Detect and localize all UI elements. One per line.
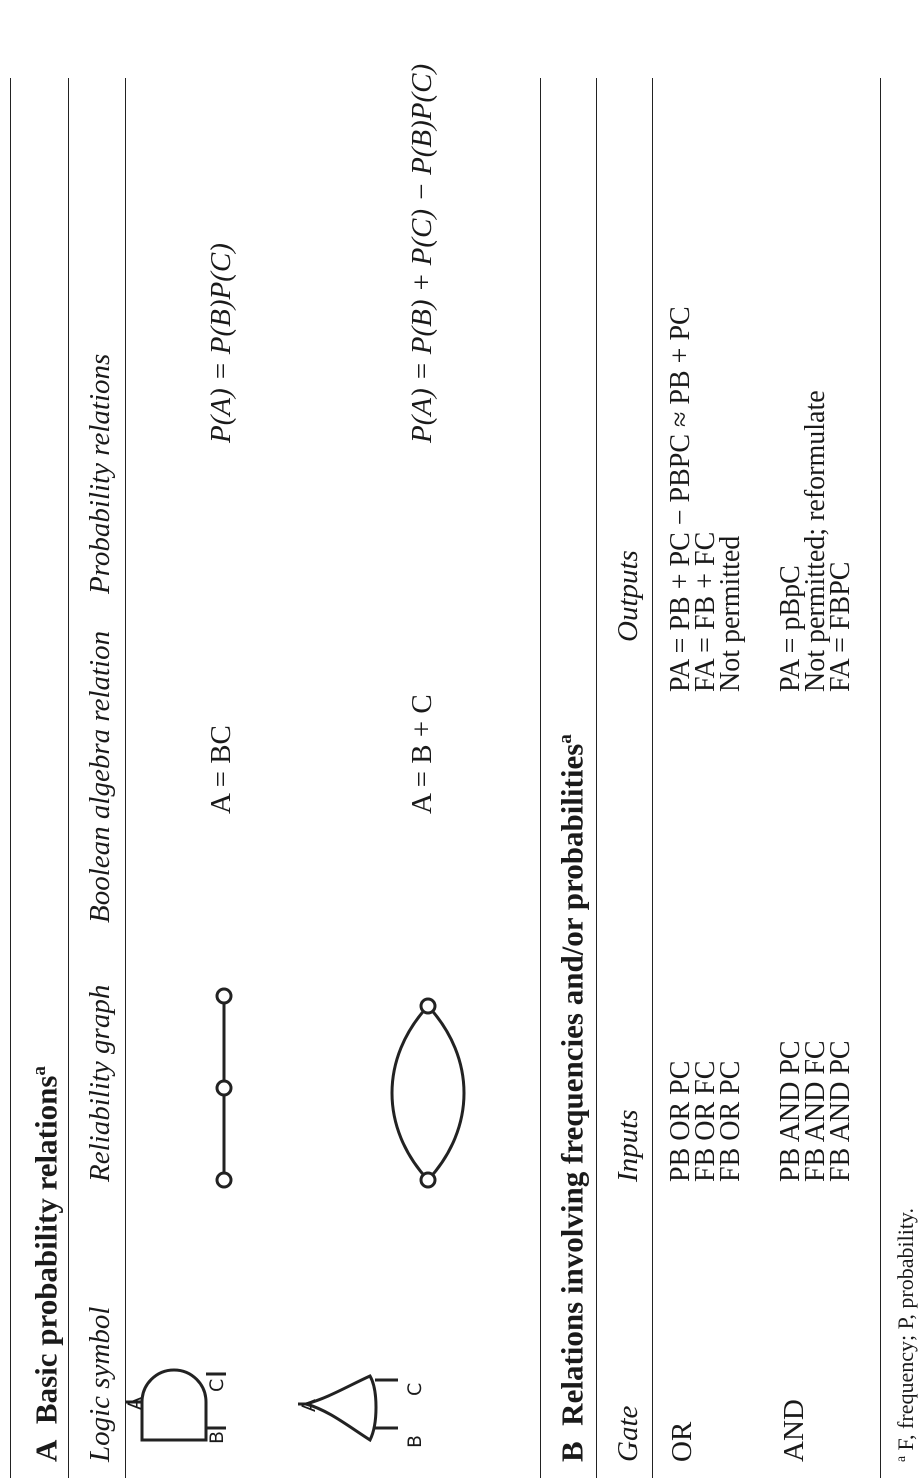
section-b-heading bbox=[556, 734, 588, 1462]
and-gate-input-c-label: C bbox=[206, 1378, 228, 1392]
section-b-title: Relations involving frequencies and/or probabilities bbox=[554, 743, 590, 1426]
col-logic-symbol: Logic symbol bbox=[84, 1306, 116, 1462]
or-output-line: Not permitted bbox=[715, 535, 746, 692]
and-gate-input-b-label: B bbox=[206, 1430, 228, 1444]
top-rule bbox=[10, 78, 11, 1478]
and-probability-relation: P(A) = P(B)P(C) bbox=[205, 243, 237, 443]
or-boolean-relation: A = B + C bbox=[406, 694, 438, 814]
col-reliability-graph: Reliability graph bbox=[84, 984, 116, 1182]
section-a-rule bbox=[68, 78, 69, 1478]
header-rule-a bbox=[125, 78, 126, 1478]
section-a-heading bbox=[30, 1066, 62, 1462]
section-b-footnote-mark: a bbox=[555, 734, 576, 744]
or-input-line: FB OR PC bbox=[715, 1060, 746, 1182]
and-input-line: FB AND FC bbox=[800, 1040, 831, 1182]
or-gate-input-c-label: C bbox=[404, 1382, 426, 1396]
or-gate-label: OR bbox=[666, 1421, 698, 1462]
or-output-line: FA = FB + FC bbox=[690, 531, 721, 692]
or-output-line: PA = PB + PC − PBPC ≈ PB + PC bbox=[665, 306, 696, 692]
or-probability-relation: P(A) = P(B) + P(C) − P(B)P(C) bbox=[406, 63, 438, 443]
or-input-line: PB OR PC bbox=[665, 1060, 696, 1182]
and-gate-label: AND bbox=[778, 1399, 810, 1462]
or-outputs bbox=[665, 306, 746, 692]
bottom-rule bbox=[880, 78, 881, 1478]
and-output-line: FA = FBPC bbox=[825, 561, 856, 692]
and-output-line: PA = pBpC bbox=[775, 565, 806, 692]
and-input-line: PB AND PC bbox=[775, 1040, 806, 1182]
and-inputs bbox=[775, 1040, 856, 1182]
and-boolean-relation: A = BC bbox=[205, 725, 237, 814]
and-input-line: FB AND PC bbox=[825, 1040, 856, 1182]
or-gate-input-b-label: B bbox=[404, 1434, 426, 1448]
col-inputs: Inputs bbox=[612, 1109, 644, 1182]
footnote-text: F, frequency; P, probability. bbox=[893, 1207, 919, 1451]
header-rule-b bbox=[652, 78, 653, 1478]
and-gate-output-label: A bbox=[124, 1397, 146, 1410]
series-reliability-graph-icon bbox=[200, 948, 240, 1188]
section-a-letter: A bbox=[28, 1439, 64, 1462]
and-outputs bbox=[775, 390, 856, 692]
parallel-reliability-graph-icon bbox=[370, 948, 490, 1188]
section-a-bottom-rule bbox=[540, 78, 541, 1478]
col-gate: Gate bbox=[612, 1405, 644, 1462]
footnote-marker: a bbox=[893, 1455, 908, 1462]
col-probability-relations: Probability relations bbox=[84, 353, 116, 594]
section-b-letter: B bbox=[554, 1441, 590, 1462]
section-b-rule bbox=[596, 78, 597, 1478]
and-output-line: Not permitted; reformulate bbox=[800, 390, 831, 692]
col-boolean-relation: Boolean algebra relation bbox=[84, 630, 116, 923]
col-outputs: Outputs bbox=[612, 550, 644, 642]
section-a-footnote-mark: a bbox=[29, 1065, 50, 1076]
or-input-line: FB OR FC bbox=[690, 1060, 721, 1182]
or-gate-output-label: A bbox=[298, 1399, 320, 1412]
section-a-title: Basic probability relations bbox=[28, 1075, 64, 1425]
footnote bbox=[894, 1208, 917, 1462]
or-inputs bbox=[665, 1060, 746, 1182]
